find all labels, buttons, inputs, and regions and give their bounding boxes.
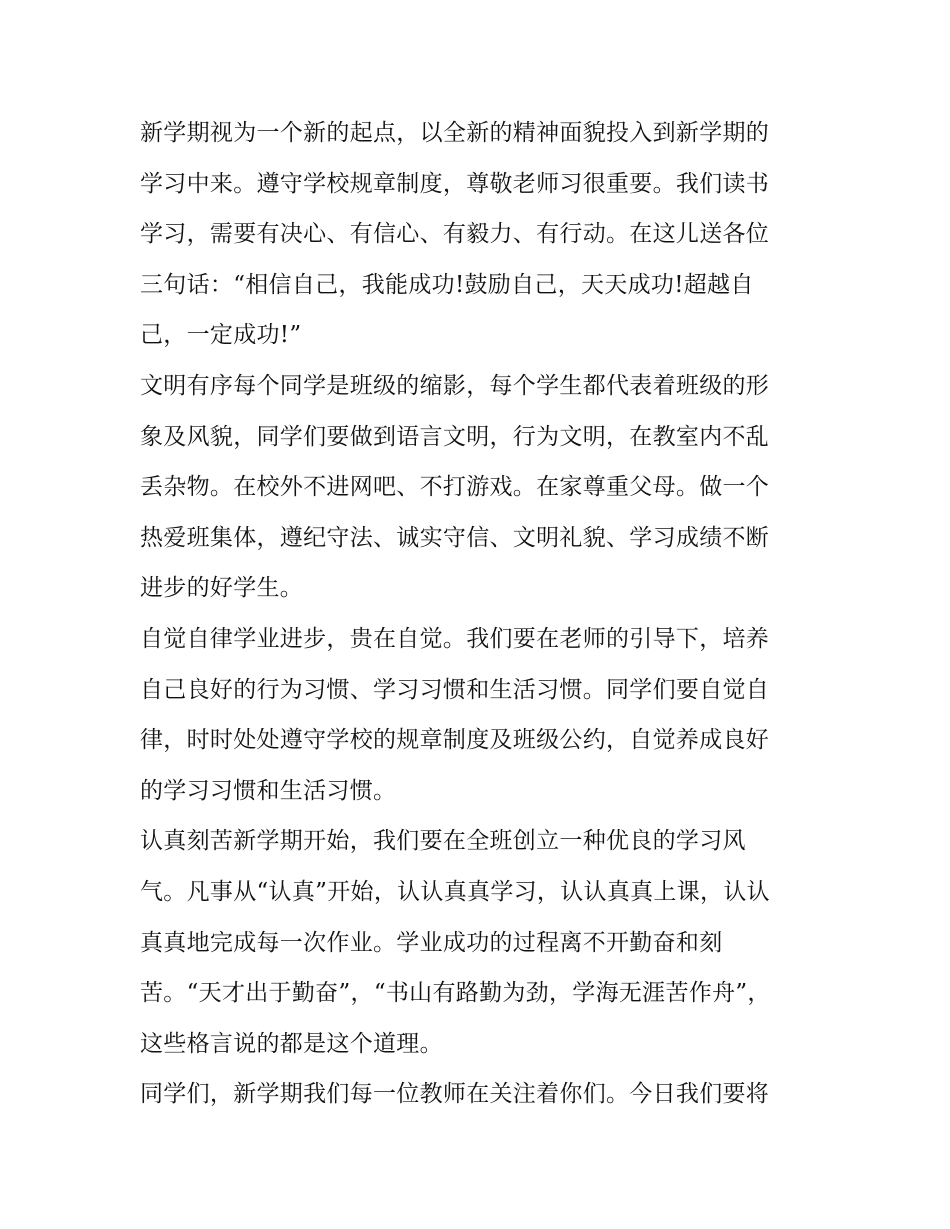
text-line: 律，时时处处遵守学校的规章制度及班级公约，自觉养成良好 xyxy=(140,727,770,754)
text-line: 学习，需要有决心、有信心、有毅力、有行动。在这儿送各位 xyxy=(140,221,770,248)
text-line: 自觉自律学业进步，贵在自觉。我们要在老师的引导下，培养 xyxy=(140,625,770,652)
text-line: 的学习习惯和生活习惯。 xyxy=(140,777,397,804)
text-line: 文明有序每个同学是班级的缩影，每个学生都代表着班级的形 xyxy=(140,372,770,399)
text-line: 这些格言说的都是这个道理。 xyxy=(140,1030,443,1057)
text-line: 进步的好学生。 xyxy=(140,575,304,602)
text-line: 认真刻苦新学期开始，我们要在全班创立一种优良的学习风 xyxy=(140,828,746,855)
text-line: 三句话：“相信自己，我能成功!鼓励自己，天天成功!超越自 xyxy=(140,271,754,298)
text-line: 气。凡事从“认真”开始，认认真真学习，认认真真上课，认认 xyxy=(140,878,770,905)
text-line: 学习中来。遵守学校规章制度，尊敬老师习很重要。我们读书 xyxy=(140,170,770,197)
text-line: 新学期视为一个新的起点，以全新的精神面貌投入到新学期的 xyxy=(140,120,770,146)
text-line: 苦。“天才出于勤奋”，“书山有路勤为劲，学海无涯苦作舟”， xyxy=(140,980,771,1007)
text-line: 象及风貌，同学们要做到语言文明，行为文明，在教室内不乱 xyxy=(140,423,770,450)
text-line: 同学们，新学期我们每一位教师在关注着你们。今日我们要将 xyxy=(140,1081,770,1108)
document-body xyxy=(140,108,816,1120)
text-line: 真真地完成每一次作业。学业成功的过程离不开勤奋和刻 xyxy=(140,929,723,956)
text-line: 自己良好的行为习惯、学习习惯和生活习惯。同学们要自觉自 xyxy=(140,676,770,703)
text-line: 丢杂物。在校外不进网吧、不打游戏。在家尊重父母。做一个 xyxy=(140,474,770,501)
text-line: 热爱班集体，遵纪守法、诚实守信、文明礼貌、学习成绩不断 xyxy=(140,524,770,551)
text-line: 己，一定成功!” xyxy=(140,322,302,349)
